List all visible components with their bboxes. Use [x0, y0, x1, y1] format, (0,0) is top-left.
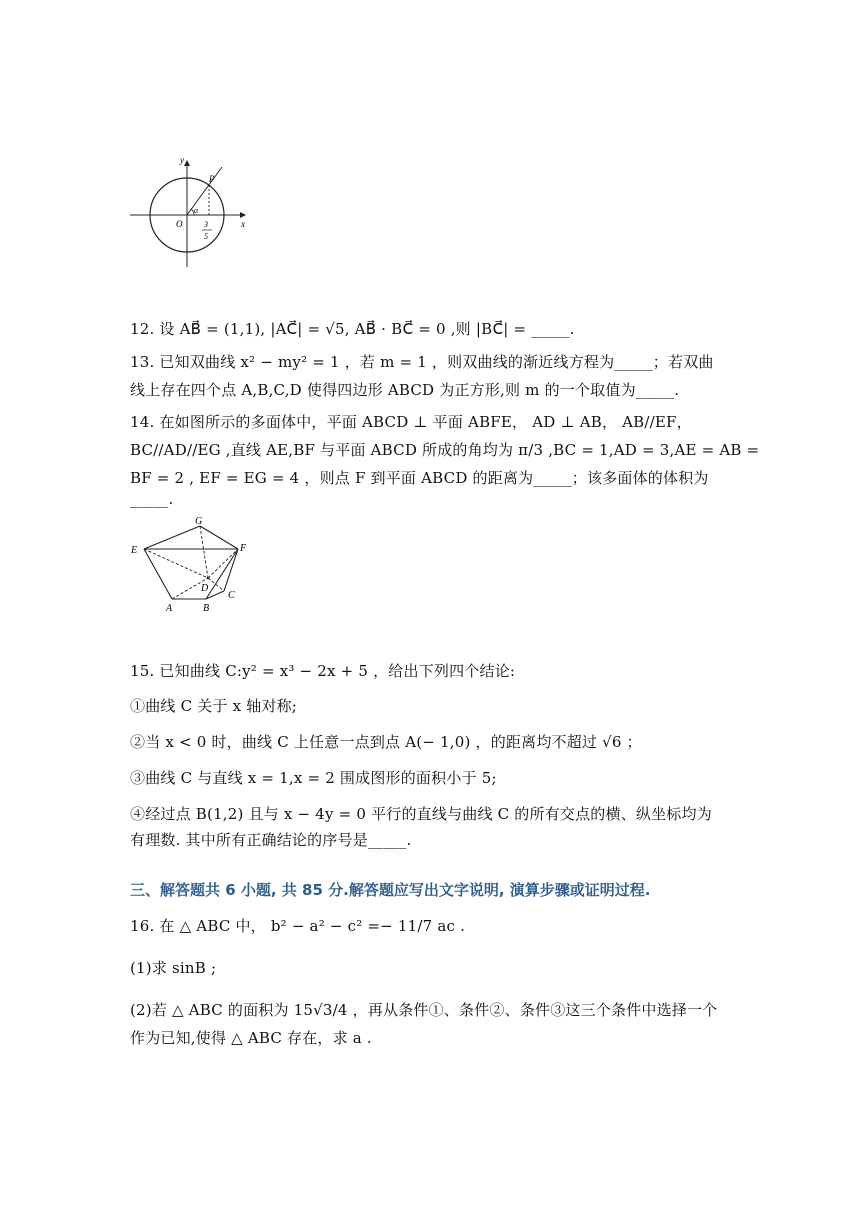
question-15-conclusion-3: ③曲线 C 与直线 x = 1,x = 2 围成图形的面积小于 5; — [130, 769, 497, 787]
x-axis-arrow — [240, 212, 246, 218]
question-15-conclusion-2: ②当 x < 0 时，曲线 C 上任意一点到点 A(− 1,0) ，的距离均不超过 √6 ； — [130, 733, 642, 751]
question-16-part-1: (1)求 sinB ; — [130, 959, 217, 977]
label-f: F — [240, 543, 247, 554]
unit-circle-figure — [128, 155, 253, 270]
question-16-part-2b: 作为已知,使得 △ ABC 存在，求 a . — [130, 1029, 372, 1047]
edge-gf — [200, 526, 238, 549]
x-axis-label: x — [241, 219, 245, 229]
question-14-line-4: _____. — [130, 490, 174, 508]
edge-ed — [144, 549, 208, 578]
fraction-denominator: 5 — [204, 232, 208, 241]
question-13-line-1: 13. 已知双曲线 x² − my² = 1 ，若 m = 1 ，则双曲线的渐近线方程为_____；若双曲 — [130, 353, 714, 371]
label-d: D — [201, 583, 209, 594]
angle-label: α — [194, 206, 199, 215]
label-e: E — [131, 545, 138, 556]
label-c: C — [228, 590, 235, 601]
edge-dc — [208, 578, 224, 591]
edge-gd — [200, 526, 208, 578]
y-axis-arrow — [184, 160, 190, 166]
origin-label: O — [176, 219, 183, 229]
question-15-conclusion-4b: 有理数. 其中所有正确结论的序号是_____. — [130, 831, 412, 849]
question-12: 12. 设 AB⃗ = (1,1), |AC⃗| = √5, AB⃗ · BC⃗ = 0 ,则 |BC⃗| = _____. — [130, 320, 575, 338]
polyhedron-figure — [128, 512, 258, 617]
point-p-label: P — [209, 174, 215, 184]
question-16-line-1: 16. 在 △ ABC 中， b² − a² − c² =− 11/7 ac . — [130, 917, 466, 935]
point-d-dot — [207, 577, 210, 580]
question-15-line-1: 15. 已知曲线 C:y² = x³ − 2x + 5 ，给出下列四个结论: — [130, 662, 516, 680]
question-15-conclusion-4a: ④经过点 B(1,2) 且与 x − 4y = 0 平行的直线与曲线 C 的所有交点的横、纵坐标均为 — [130, 805, 712, 823]
question-13-line-2: 线上存在四个点 A,B,C,D 使得四边形 ABCD 为正方形,则 m 的一个取值为_____. — [130, 381, 680, 399]
edge-eg — [144, 526, 200, 549]
terminal-ray — [187, 167, 222, 215]
label-a: A — [166, 603, 173, 614]
edge-ea — [144, 549, 172, 599]
question-15-conclusion-1: ①曲线 C 关于 x 轴对称; — [130, 697, 298, 715]
section-3-heading: 三、解答题共 6 小题, 共 85 分.解答题应写出文字说明, 演算步骤或证明过程. — [130, 881, 651, 899]
label-b: B — [203, 603, 210, 614]
label-g: G — [195, 516, 203, 527]
fraction-numerator: 3 — [204, 220, 208, 229]
question-16-part-2a: (2)若 △ ABC 的面积为 15√3/4 ，再从条件①、条件②、条件③这三个条件中选择一个 — [130, 1001, 718, 1019]
question-14-line-2: BC//AD//EG ,直线 AE,BF 与平面 ABCD 所成的角均为 π/3 ,BC = 1,AD = 3,AE = AB = — [130, 441, 760, 459]
y-axis-label: y — [180, 155, 184, 165]
question-14-line-1: 14. 在如图所示的多面体中，平面 ABCD ⊥ 平面 ABFE， AD ⊥ AB， AB//EF， — [130, 413, 692, 431]
question-14-line-3: BF = 2 , EF = EG = 4 ，则点 F 到平面 ABCD 的距离为_____；该多面体的体积为 — [130, 469, 709, 487]
